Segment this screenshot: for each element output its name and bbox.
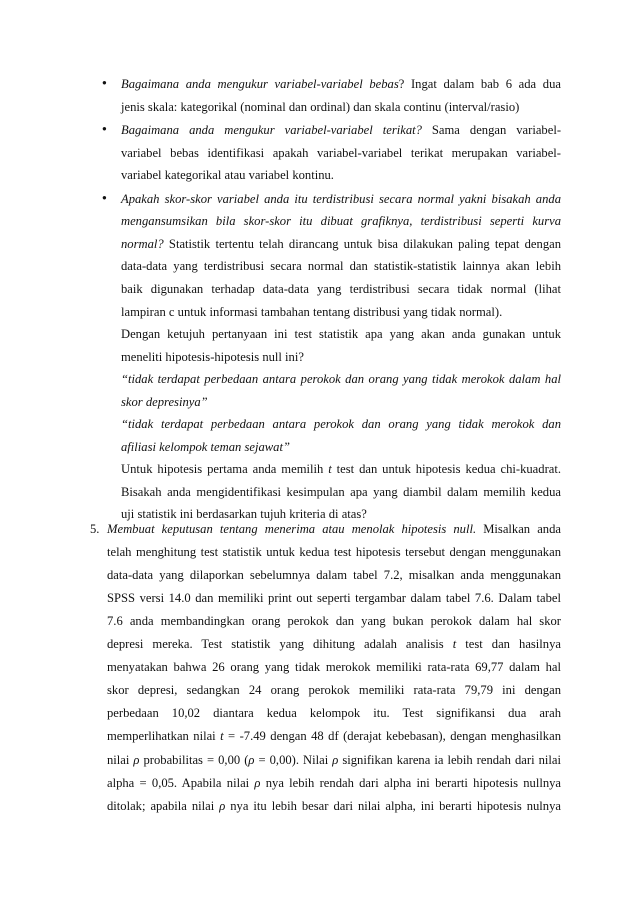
italic-text: Bagaimana anda mengukur variabel-variabel terikat? — [121, 123, 422, 138]
italic-text: skor depresinya” — [121, 394, 208, 409]
body-text: ? Ingat dalam bab 6 ada dua — [398, 77, 561, 91]
body-text: variabel bebas identifikasi apakah variabel-variabel terikat merupakan variabel- — [121, 145, 561, 160]
body-text: memperlihatkan nilai — [107, 729, 221, 744]
body-text: Sama dengan variabel- — [421, 123, 562, 138]
italic-text: t — [452, 637, 457, 652]
body-text: nilai — [107, 752, 134, 767]
body-text: Statistik tertentu telah dirancang untuk bisa dilakukan paling tepat dengan — [163, 236, 561, 251]
body-text: jenis skala: kategorikal (nominal dan ordinal) dan skala continu (interval/rasio) — [121, 99, 520, 114]
italic-text: ρ — [332, 752, 339, 767]
body-text: nya lebih rendah dari alpha ini berarti hipotesis nullnya — [260, 775, 562, 790]
body-text: probabilitas = 0,00 ( — [139, 752, 249, 767]
body-text: depresi mereka. Test statistik yang dihitung adalah analisis — [107, 637, 453, 652]
body-text: data-data yang dilaporkan sebelumnya dalam tabel 7.2, misalkan anda menggunakan — [107, 568, 561, 583]
body-text: uji statistik ini berdasarkan tujuh kriteria di atas? — [121, 507, 367, 522]
bullet-icon: ● — [102, 124, 107, 134]
body-text: lampiran c untuk informasi tambahan tentang distribusi yang tidak normal). — [121, 304, 503, 319]
body-text: meneliti hipotesis-hipotesis null ini? — [121, 349, 304, 364]
body-text: test dan hasilnya — [456, 637, 561, 652]
body-text: signifikan karena ia lebih rendah dari nilai — [338, 752, 561, 767]
italic-text: ρ — [133, 752, 140, 767]
body-text: nya itu lebih besar dari nilai alpha, ini berarti hipotesis nulnya — [225, 798, 561, 813]
italic-text: mengansumsikan bila skor-skor itu dibuat grafiknya, terdistribusi seperti kurva — [121, 214, 561, 229]
italic-text: “tidak terdapat perbedaan antara perokok dan orang yang tidak merokok dan — [121, 417, 561, 432]
body-text: 7.6 anda membandingkan orang perokok dan yang bukan perokok dalam hal skor — [107, 614, 561, 629]
italic-text: ρ — [254, 775, 261, 790]
body-text: Dengan ketujuh pertanyaan ini test statistik apa yang akan anda gunakan untuk — [121, 327, 561, 342]
italic-text: Apakah skor-skor variabel anda itu terdistribusi secara normal yakni bisakah anda — [121, 191, 561, 206]
body-text: menyatakan bahwa 26 orang yang tidak merokok memiliki rata-rata 69,77 dalam hal — [107, 660, 561, 675]
italic-text: afiliasi kelompok teman sejawat” — [121, 439, 290, 454]
italic-text: ρ — [248, 752, 255, 767]
body-text: skor depresi, sedangkan 24 orang perokok memiliki rata-rata 79,79 ini dengan — [107, 683, 561, 698]
body-text: alpha = 0,05. Apabila nilai — [107, 775, 255, 790]
body-text: perbedaan 10,02 diantara kedua kelompok itu. Test signifikansi dua arah — [107, 706, 561, 721]
body-text: data-data yang terdistribusi secara normal dan statistik-statistik lainnya akan lebih — [121, 259, 561, 274]
italic-text: ρ — [219, 798, 226, 813]
body-text: SPSS versi 14.0 dan memiliki print out seperti tergambar dalam tabel 7.6. Dalam tabel — [107, 591, 561, 606]
body-text: Bisakah anda mengidentifikasi kesimpulan apa yang diambil dalam memilih kedua — [121, 484, 561, 499]
body-text: variabel kategorikal atau variabel kontinu. — [121, 168, 334, 183]
italic-text: t — [328, 462, 332, 477]
body-text: Untuk hipotesis pertama anda memilih — [121, 462, 329, 477]
body-text: = -7.49 dengan 48 df (derajat kebebasan), dengan menghasilkan — [223, 729, 561, 744]
body-text: ditolak; apabila nilai — [107, 798, 220, 813]
italic-text: Bagaimana anda mengukur variabel-variabel bebas — [121, 77, 399, 91]
italic-text: Membuat keputusan tentang menerima atau menolak hipotesis null. — [107, 522, 477, 536]
body-text: = 0,00). Nilai — [254, 752, 333, 767]
body-text: baik digunakan terhadap data-data yang terdistribusi secara tidak normal (lihat — [121, 281, 561, 296]
italic-text: normal? — [121, 236, 164, 251]
bullet-icon: ● — [102, 192, 107, 202]
italic-text: “tidak terdapat perbedaan antara perokok dan orang yang tidak merokok dalam hal — [121, 372, 561, 387]
body-text: Misalkan anda — [476, 522, 561, 536]
body-text: telah menghitung test statistik untuk kedua test hipotesis tersebut dengan menggunakan — [107, 545, 561, 560]
italic-text: t — [220, 729, 224, 744]
section-number-text: 5. — [90, 522, 100, 536]
bullet-icon: ● — [102, 78, 107, 87]
body-text: test dan untuk hipotesis kedua chi-kuadrat. — [331, 462, 561, 477]
